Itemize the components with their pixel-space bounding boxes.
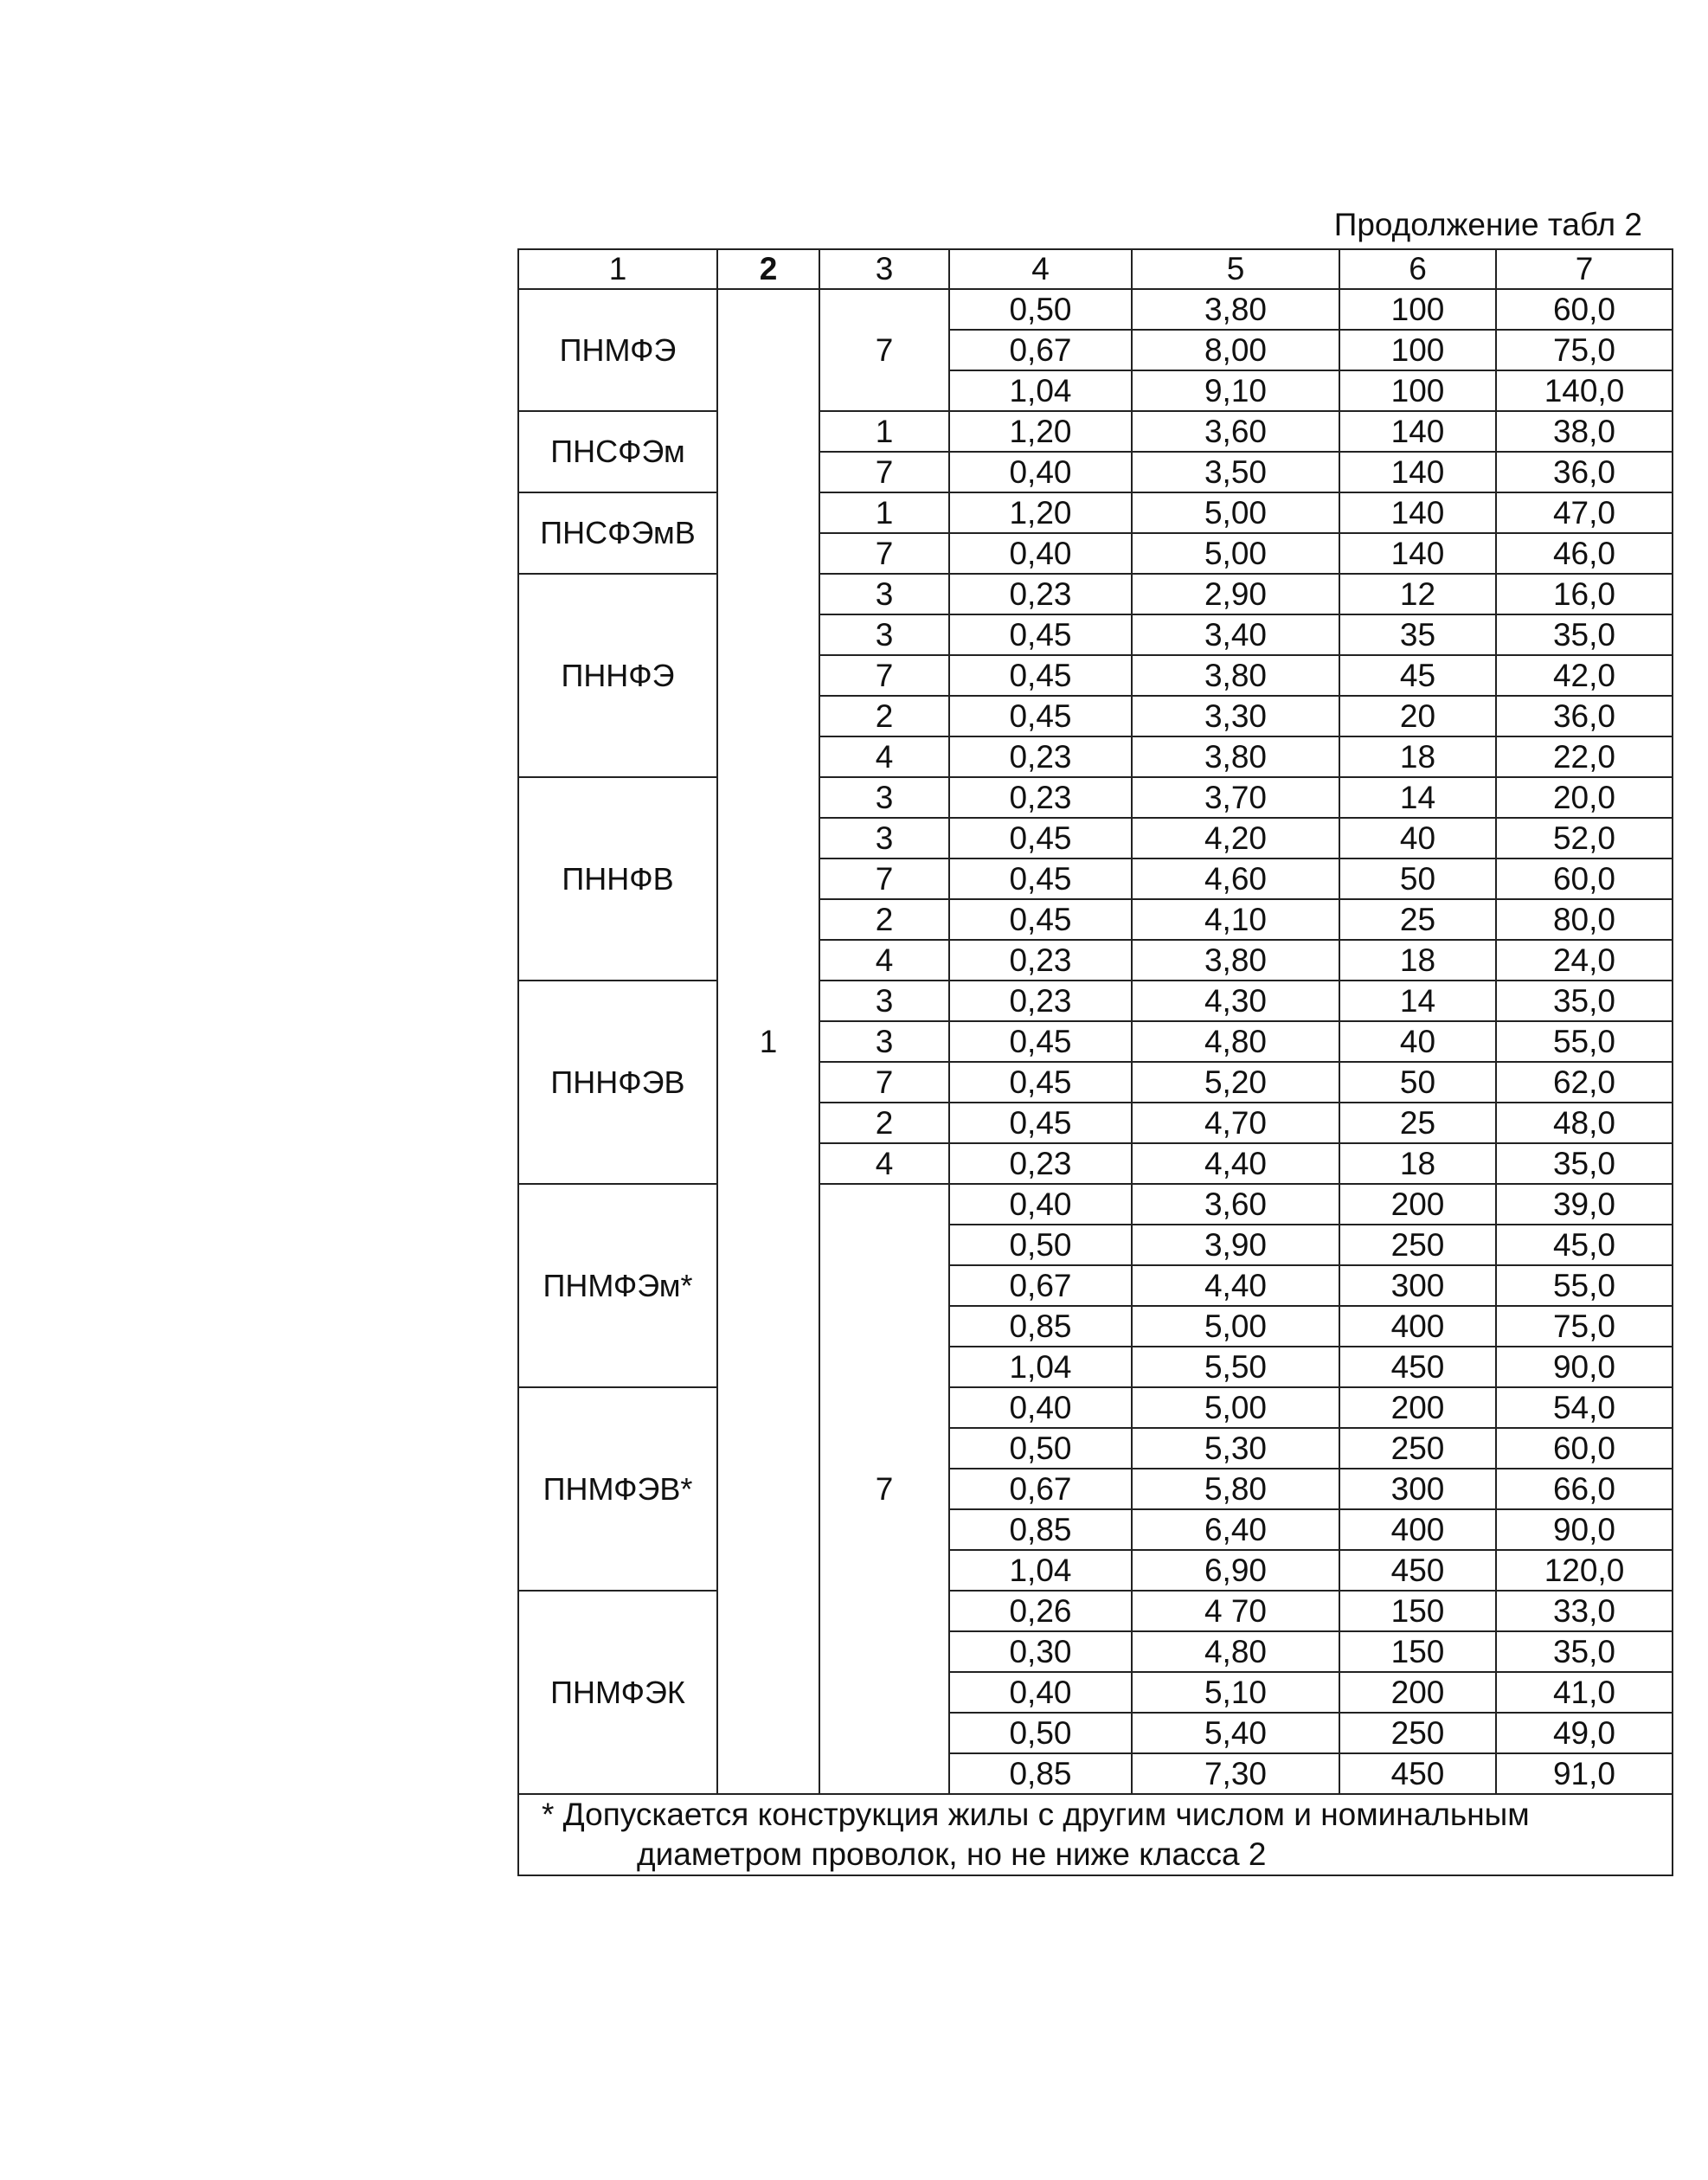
value-cell-c5: 5,00 (1132, 492, 1339, 533)
value-cell-c7: 38,0 (1496, 411, 1673, 452)
value-cell-c7: 62,0 (1496, 1062, 1673, 1103)
footnote-row (518, 1794, 1673, 1875)
value-cell-c6: 40 (1339, 1021, 1496, 1062)
value-cell-c5: 4,80 (1132, 1021, 1339, 1062)
value-cell-c4: 0,50 (949, 1713, 1132, 1753)
value-cell-c7: 46,0 (1496, 533, 1673, 574)
value-cell-c4: 0,40 (949, 452, 1132, 492)
value-cell-c6: 45 (1339, 655, 1496, 696)
header-cell: 6 (1339, 249, 1496, 289)
value-cell-c4: 0,30 (949, 1631, 1132, 1672)
value-cell-c7: 54,0 (1496, 1387, 1673, 1428)
value-cell-c7: 42,0 (1496, 655, 1673, 696)
value-cell-c6: 100 (1339, 289, 1496, 330)
value-cell-c7: 45,0 (1496, 1225, 1673, 1265)
value-cell-c6: 450 (1339, 1347, 1496, 1387)
value-cell-c5: 3,60 (1132, 1184, 1339, 1225)
value-cell-c5: 3,80 (1132, 940, 1339, 981)
value-cell-c7: 55,0 (1496, 1265, 1673, 1306)
value-cell-c4: 0,45 (949, 1062, 1132, 1103)
table-row (518, 1387, 1673, 1428)
header-cell: 5 (1132, 249, 1339, 289)
value-cell-c4: 0,45 (949, 818, 1132, 858)
value-cell-c6: 450 (1339, 1753, 1496, 1794)
value-cell-c7: 22,0 (1496, 736, 1673, 777)
value-cell-c6: 140 (1339, 452, 1496, 492)
column-3-cell: 7 (819, 289, 949, 411)
value-cell-c7: 66,0 (1496, 1469, 1673, 1509)
value-cell-c4: 0,67 (949, 330, 1132, 370)
value-cell-c7: 60,0 (1496, 289, 1673, 330)
value-cell-c7: 39,0 (1496, 1184, 1673, 1225)
table-row (518, 981, 1673, 1021)
value-cell-c4: 0,85 (949, 1509, 1132, 1550)
value-cell-c5: 4,40 (1132, 1143, 1339, 1184)
column-3-cell: 3 (819, 981, 949, 1021)
value-cell-c4: 0,40 (949, 533, 1132, 574)
value-cell-c6: 400 (1339, 1509, 1496, 1550)
value-cell-c4: 1,20 (949, 411, 1132, 452)
value-cell-c6: 40 (1339, 818, 1496, 858)
value-cell-c4: 1,04 (949, 1550, 1132, 1591)
mark-cell: ПНМФЭК (518, 1591, 717, 1794)
value-cell-c6: 50 (1339, 1062, 1496, 1103)
value-cell-c6: 20 (1339, 696, 1496, 736)
column-3-cell: 2 (819, 696, 949, 736)
value-cell-c6: 14 (1339, 981, 1496, 1021)
header-cell: 1 (518, 249, 717, 289)
value-cell-c7: 80,0 (1496, 899, 1673, 940)
value-cell-c5: 2,90 (1132, 574, 1339, 614)
value-cell-c5: 5,30 (1132, 1428, 1339, 1469)
value-cell-c7: 20,0 (1496, 777, 1673, 818)
value-cell-c6: 100 (1339, 330, 1496, 370)
value-cell-c5: 4,20 (1132, 818, 1339, 858)
value-cell-c5: 3,40 (1132, 614, 1339, 655)
value-cell-c4: 1,04 (949, 1347, 1132, 1387)
value-cell-c5: 4,60 (1132, 858, 1339, 899)
footnote-line-1: * Допускается конструкция жилы с другим числом и номинальным (542, 1797, 1530, 1832)
value-cell-c6: 150 (1339, 1631, 1496, 1672)
value-cell-c6: 140 (1339, 411, 1496, 452)
value-cell-c5: 3,60 (1132, 411, 1339, 452)
mark-cell: ПНСФЭм (518, 411, 717, 492)
column-3-cell: 1 (819, 492, 949, 533)
value-cell-c4: 0,67 (949, 1469, 1132, 1509)
value-cell-c6: 300 (1339, 1469, 1496, 1509)
mark-cell: ПННФВ (518, 777, 717, 981)
value-cell-c7: 60,0 (1496, 1428, 1673, 1469)
value-cell-c5: 8,00 (1132, 330, 1339, 370)
value-cell-c5: 5,00 (1132, 533, 1339, 574)
value-cell-c4: 0,85 (949, 1306, 1132, 1347)
value-cell-c6: 12 (1339, 574, 1496, 614)
value-cell-c4: 0,45 (949, 696, 1132, 736)
column-3-cell: 2 (819, 1103, 949, 1143)
column-3-cell: 7 (819, 533, 949, 574)
value-cell-c4: 0,40 (949, 1672, 1132, 1713)
table-caption: Продолжение табл 2 (1333, 207, 1642, 242)
value-cell-c5: 3,90 (1132, 1225, 1339, 1265)
column-3-cell: 7 (819, 655, 949, 696)
value-cell-c7: 60,0 (1496, 858, 1673, 899)
value-cell-c4: 0,40 (949, 1184, 1132, 1225)
column-3-cell: 7 (819, 452, 949, 492)
value-cell-c6: 100 (1339, 370, 1496, 411)
column-3-cell: 7 (819, 858, 949, 899)
value-cell-c4: 0,40 (949, 1387, 1132, 1428)
value-cell-c6: 300 (1339, 1265, 1496, 1306)
value-cell-c4: 0,85 (949, 1753, 1132, 1794)
value-cell-c4: 0,50 (949, 289, 1132, 330)
column-3-cell: 3 (819, 614, 949, 655)
value-cell-c4: 0,45 (949, 858, 1132, 899)
value-cell-c6: 450 (1339, 1550, 1496, 1591)
table-row (518, 777, 1673, 818)
value-cell-c7: 36,0 (1496, 452, 1673, 492)
value-cell-c4: 0,23 (949, 940, 1132, 981)
header-cell: 4 (949, 249, 1132, 289)
value-cell-c5: 4,40 (1132, 1265, 1339, 1306)
value-cell-c7: 16,0 (1496, 574, 1673, 614)
table-row (518, 574, 1673, 614)
value-cell-c6: 35 (1339, 614, 1496, 655)
table-row (518, 1591, 1673, 1631)
value-cell-c4: 0,26 (949, 1591, 1132, 1631)
mark-cell: ПННФЭВ (518, 981, 717, 1184)
value-cell-c4: 0,45 (949, 1021, 1132, 1062)
value-cell-c7: 24,0 (1496, 940, 1673, 981)
value-cell-c4: 0,23 (949, 574, 1132, 614)
value-cell-c7: 55,0 (1496, 1021, 1673, 1062)
table-row (518, 1184, 1673, 1225)
value-cell-c6: 140 (1339, 492, 1496, 533)
value-cell-c7: 41,0 (1496, 1672, 1673, 1713)
cable-parameters-table (517, 248, 1673, 1876)
value-cell-c4: 0,23 (949, 777, 1132, 818)
value-cell-c4: 0,23 (949, 981, 1132, 1021)
value-cell-c7: 49,0 (1496, 1713, 1673, 1753)
value-cell-c5: 4,80 (1132, 1631, 1339, 1672)
column-3-cell: 4 (819, 736, 949, 777)
column-3-cell: 4 (819, 940, 949, 981)
value-cell-c5: 3,30 (1132, 696, 1339, 736)
value-cell-c6: 200 (1339, 1184, 1496, 1225)
value-cell-c5: 3,80 (1132, 736, 1339, 777)
value-cell-c5: 6,40 (1132, 1509, 1339, 1550)
value-cell-c7: 47,0 (1496, 492, 1673, 533)
column-3-cell: 7 (819, 1184, 949, 1794)
value-cell-c7: 90,0 (1496, 1509, 1673, 1550)
value-cell-c6: 25 (1339, 899, 1496, 940)
value-cell-c5: 3,70 (1132, 777, 1339, 818)
value-cell-c7: 35,0 (1496, 1143, 1673, 1184)
value-cell-c4: 0,45 (949, 1103, 1132, 1143)
table-body (518, 249, 1673, 1875)
footnote (518, 1794, 1673, 1875)
value-cell-c6: 200 (1339, 1387, 1496, 1428)
value-cell-c7: 140,0 (1496, 370, 1673, 411)
table-row (518, 411, 1673, 452)
value-cell-c5: 5,50 (1132, 1347, 1339, 1387)
value-cell-c7: 91,0 (1496, 1753, 1673, 1794)
value-cell-c5: 3,80 (1132, 289, 1339, 330)
value-cell-c7: 52,0 (1496, 818, 1673, 858)
value-cell-c5: 5,80 (1132, 1469, 1339, 1509)
mark-cell: ПННФЭ (518, 574, 717, 777)
header-cell: 2 (717, 249, 819, 289)
table-row (518, 289, 1673, 330)
value-cell-c7: 35,0 (1496, 1631, 1673, 1672)
value-cell-c7: 48,0 (1496, 1103, 1673, 1143)
column-3-cell: 3 (819, 574, 949, 614)
mark-cell: ПНМФЭ (518, 289, 717, 411)
header-cell: 7 (1496, 249, 1673, 289)
value-cell-c4: 0,50 (949, 1428, 1132, 1469)
value-cell-c6: 250 (1339, 1225, 1496, 1265)
footnote-line-2: диаметром проволок, но не ниже класса 2 (637, 1836, 1267, 1872)
value-cell-c4: 0,23 (949, 736, 1132, 777)
value-cell-c5: 5,00 (1132, 1387, 1339, 1428)
mark-cell: ПНМФЭВ* (518, 1387, 717, 1591)
value-cell-c4: 1,20 (949, 492, 1132, 533)
value-cell-c7: 90,0 (1496, 1347, 1673, 1387)
value-cell-c5: 4,10 (1132, 899, 1339, 940)
value-cell-c5: 5,10 (1132, 1672, 1339, 1713)
value-cell-c6: 50 (1339, 858, 1496, 899)
value-cell-c4: 1,04 (949, 370, 1132, 411)
value-cell-c5: 6,90 (1132, 1550, 1339, 1591)
table-row (518, 492, 1673, 533)
column-3-cell: 3 (819, 818, 949, 858)
value-cell-c6: 25 (1339, 1103, 1496, 1143)
value-cell-c7: 33,0 (1496, 1591, 1673, 1631)
value-cell-c7: 75,0 (1496, 330, 1673, 370)
value-cell-c4: 0,45 (949, 614, 1132, 655)
value-cell-c7: 120,0 (1496, 1550, 1673, 1591)
column-3-cell: 1 (819, 411, 949, 452)
value-cell-c5: 7,30 (1132, 1753, 1339, 1794)
value-cell-c6: 250 (1339, 1713, 1496, 1753)
header-row (518, 249, 1673, 289)
column-3-cell: 7 (819, 1062, 949, 1103)
value-cell-c5: 3,50 (1132, 452, 1339, 492)
column-3-cell: 3 (819, 777, 949, 818)
column-3-cell: 4 (819, 1143, 949, 1184)
value-cell-c6: 18 (1339, 736, 1496, 777)
column-2-cell: 1 (717, 289, 819, 1794)
value-cell-c6: 200 (1339, 1672, 1496, 1713)
value-cell-c5: 5,20 (1132, 1062, 1339, 1103)
mark-cell: ПНСФЭмВ (518, 492, 717, 574)
value-cell-c5: 5,40 (1132, 1713, 1339, 1753)
value-cell-c5: 4,70 (1132, 1103, 1339, 1143)
value-cell-c5: 4 70 (1132, 1591, 1339, 1631)
value-cell-c7: 35,0 (1496, 614, 1673, 655)
value-cell-c6: 250 (1339, 1428, 1496, 1469)
mark-cell: ПНМФЭм* (518, 1184, 717, 1387)
value-cell-c5: 5,00 (1132, 1306, 1339, 1347)
value-cell-c5: 9,10 (1132, 370, 1339, 411)
value-cell-c4: 0,45 (949, 655, 1132, 696)
value-cell-c4: 0,67 (949, 1265, 1132, 1306)
value-cell-c6: 18 (1339, 1143, 1496, 1184)
value-cell-c4: 0,50 (949, 1225, 1132, 1265)
column-3-cell: 2 (819, 899, 949, 940)
value-cell-c7: 35,0 (1496, 981, 1673, 1021)
value-cell-c6: 14 (1339, 777, 1496, 818)
value-cell-c5: 3,80 (1132, 655, 1339, 696)
value-cell-c4: 0,45 (949, 899, 1132, 940)
header-cell: 3 (819, 249, 949, 289)
value-cell-c6: 18 (1339, 940, 1496, 981)
column-3-cell: 3 (819, 1021, 949, 1062)
value-cell-c4: 0,23 (949, 1143, 1132, 1184)
value-cell-c5: 4,30 (1132, 981, 1339, 1021)
value-cell-c7: 36,0 (1496, 696, 1673, 736)
value-cell-c7: 75,0 (1496, 1306, 1673, 1347)
value-cell-c6: 400 (1339, 1306, 1496, 1347)
value-cell-c6: 150 (1339, 1591, 1496, 1631)
value-cell-c6: 140 (1339, 533, 1496, 574)
